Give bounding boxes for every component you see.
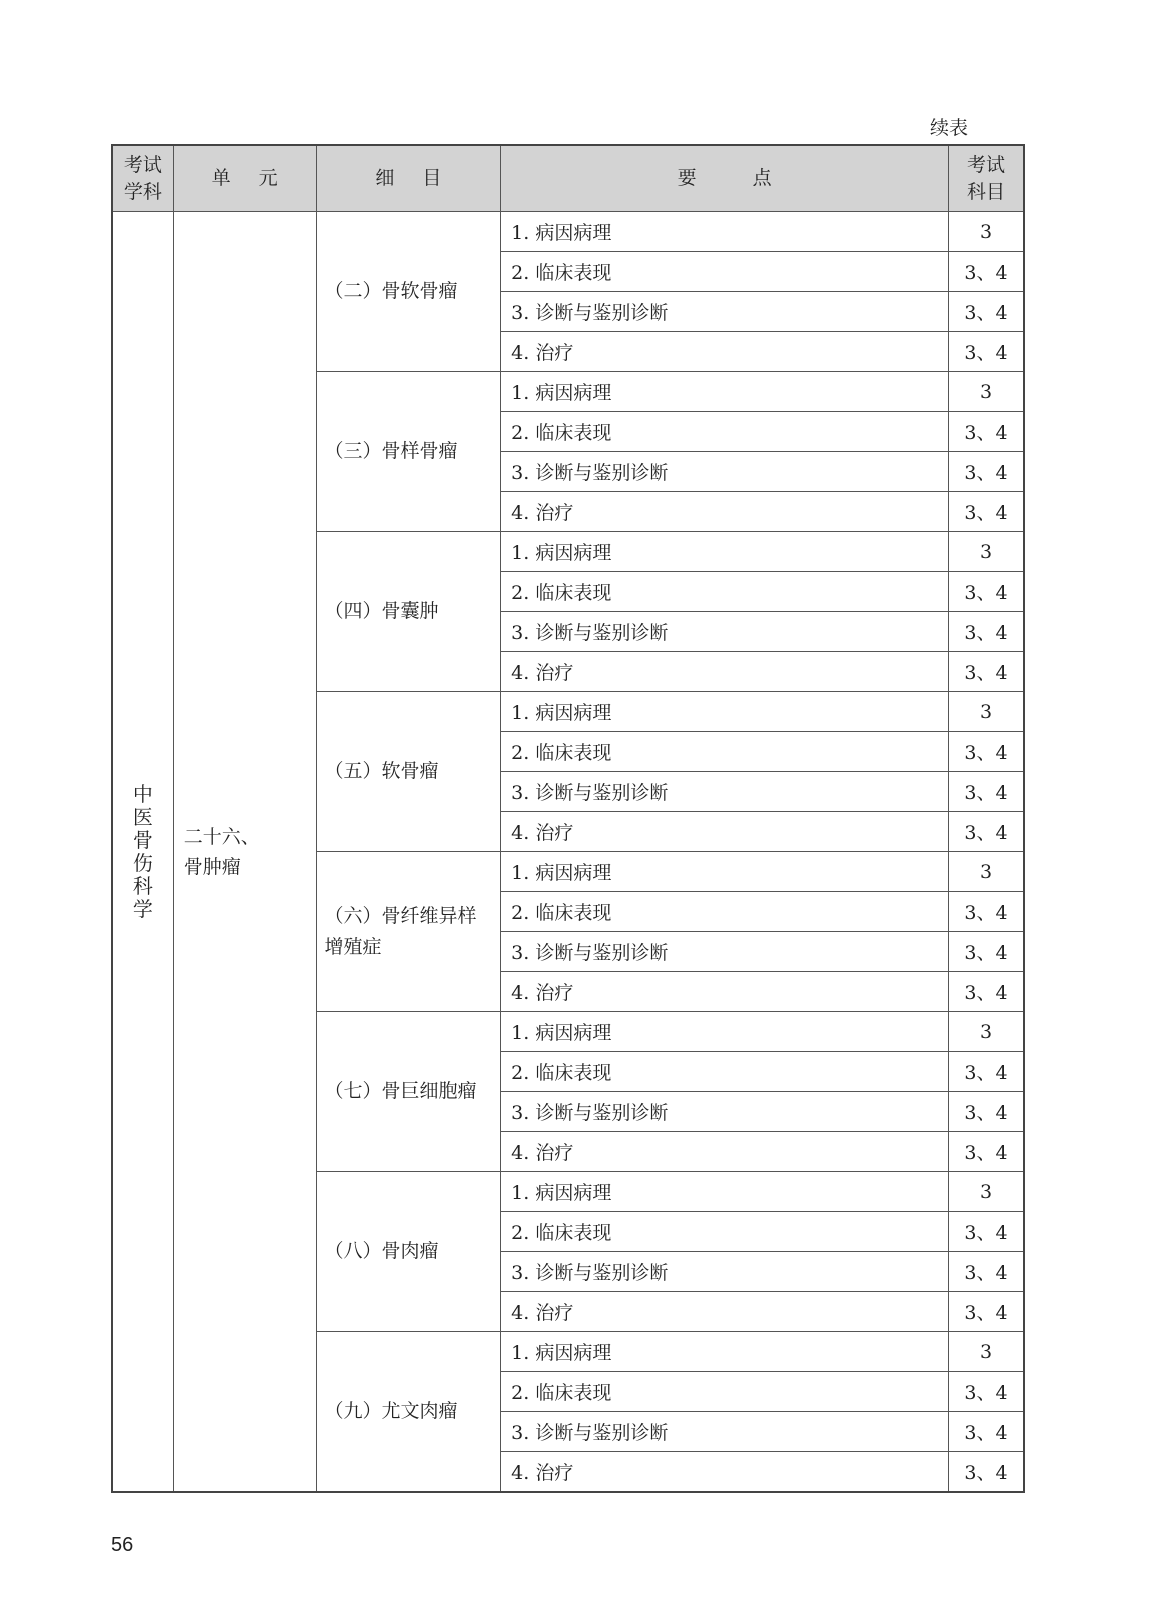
unit-title: 骨肿瘤	[183, 855, 241, 878]
point-cell: 4. 治疗	[501, 1132, 949, 1172]
continued-table-label: 续表	[930, 117, 969, 139]
point-cell: 3. 诊断与鉴别诊断	[501, 772, 949, 812]
exam-subject-cell: 3、4	[948, 572, 1024, 612]
point-cell: 2. 临床表现	[501, 892, 949, 932]
point-cell: 1. 病因病理	[501, 532, 949, 572]
point-cell: 2. 临床表现	[501, 572, 949, 612]
point-cell: 2. 临床表现	[501, 252, 949, 292]
exam-subject-cell: 3、4	[948, 1372, 1024, 1412]
exam-subject-cell: 3、4	[948, 1092, 1024, 1132]
page-number: 56	[111, 1534, 134, 1556]
subject-text: 中医骨伤科学	[132, 781, 153, 921]
exam-subject-cell: 3、4	[948, 612, 1024, 652]
exam-subject-cell: 3、4	[948, 1132, 1024, 1172]
exam-subject-cell: 3、4	[948, 252, 1024, 292]
header-point: 要点	[501, 145, 949, 212]
point-cell: 3. 诊断与鉴别诊断	[501, 612, 949, 652]
point-cell: 4. 治疗	[501, 332, 949, 372]
point-cell: 2. 临床表现	[501, 1212, 949, 1252]
point-cell: 1. 病因病理	[501, 212, 949, 252]
exam-subject-cell: 3、4	[948, 452, 1024, 492]
point-cell: 4. 治疗	[501, 652, 949, 692]
exam-subject-cell: 3、4	[948, 1452, 1024, 1493]
point-cell: 4. 治疗	[501, 1292, 949, 1332]
exam-subject-cell: 3	[948, 1012, 1024, 1052]
exam-subject-cell: 3、4	[948, 812, 1024, 852]
table-header-row	[112, 145, 1024, 212]
exam-subject-cell: 3	[948, 692, 1024, 732]
header-exam-subject: 考试科目	[948, 145, 1024, 212]
exam-subject-cell: 3	[948, 1172, 1024, 1212]
table-body	[112, 212, 1024, 1493]
point-cell: 1. 病因病理	[501, 692, 949, 732]
exam-subject-cell: 3、4	[948, 1052, 1024, 1092]
header-unit: 单元	[173, 145, 316, 212]
exam-subject-cell: 3、4	[948, 492, 1024, 532]
point-cell: 3. 诊断与鉴别诊断	[501, 1412, 949, 1452]
detail-cell: （三）骨样骨瘤	[316, 372, 501, 532]
point-cell: 1. 病因病理	[501, 372, 949, 412]
exam-subject-cell: 3、4	[948, 1412, 1024, 1452]
detail-cell: （九）尤文肉瘤	[316, 1332, 501, 1493]
point-cell: 1. 病因病理	[501, 1172, 949, 1212]
exam-subject-cell: 3、4	[948, 1252, 1024, 1292]
detail-cell: （五）软骨瘤	[316, 692, 501, 852]
point-cell: 4. 治疗	[501, 972, 949, 1012]
unit-cell	[173, 212, 316, 1493]
subject-cell	[112, 212, 173, 1493]
unit-number: 二十六、	[183, 825, 260, 848]
point-cell: 1. 病因病理	[501, 1332, 949, 1372]
exam-subject-cell: 3、4	[948, 332, 1024, 372]
detail-cell: （二）骨软骨瘤	[316, 212, 501, 372]
table-row	[112, 212, 1024, 252]
point-cell: 2. 临床表现	[501, 732, 949, 772]
exam-subject-cell: 3	[948, 372, 1024, 412]
point-cell: 1. 病因病理	[501, 852, 949, 892]
exam-subject-cell: 3、4	[948, 292, 1024, 332]
point-cell: 4. 治疗	[501, 812, 949, 852]
point-cell: 2. 临床表现	[501, 412, 949, 452]
point-cell: 3. 诊断与鉴别诊断	[501, 452, 949, 492]
point-cell: 4. 治疗	[501, 1452, 949, 1493]
header-subject: 考试学科	[112, 145, 173, 212]
point-cell: 3. 诊断与鉴别诊断	[501, 1252, 949, 1292]
point-cell: 3. 诊断与鉴别诊断	[501, 292, 949, 332]
point-cell: 2. 临床表现	[501, 1052, 949, 1092]
exam-subject-cell: 3	[948, 852, 1024, 892]
exam-subject-cell: 3、4	[948, 1292, 1024, 1332]
exam-subject-cell: 3	[948, 532, 1024, 572]
point-cell: 4. 治疗	[501, 492, 949, 532]
point-cell: 3. 诊断与鉴别诊断	[501, 1092, 949, 1132]
exam-subject-cell: 3、4	[948, 892, 1024, 932]
header-detail: 细目	[316, 145, 501, 212]
detail-cell: （八）骨肉瘤	[316, 1172, 501, 1332]
point-cell: 2. 临床表现	[501, 1372, 949, 1412]
point-cell: 3. 诊断与鉴别诊断	[501, 932, 949, 972]
exam-subject-cell: 3	[948, 212, 1024, 252]
detail-cell: （四）骨囊肿	[316, 532, 501, 692]
exam-subject-cell: 3、4	[948, 652, 1024, 692]
exam-subject-cell: 3、4	[948, 972, 1024, 1012]
point-cell: 1. 病因病理	[501, 1012, 949, 1052]
detail-cell: （六）骨纤维异样增殖症	[316, 852, 501, 1012]
exam-subject-cell: 3、4	[948, 772, 1024, 812]
detail-cell: （七）骨巨细胞瘤	[316, 1012, 501, 1172]
exam-subject-cell: 3、4	[948, 932, 1024, 972]
exam-subject-cell: 3	[948, 1332, 1024, 1372]
exam-syllabus-table	[111, 144, 1025, 1493]
exam-subject-cell: 3、4	[948, 1212, 1024, 1252]
exam-subject-cell: 3、4	[948, 412, 1024, 452]
exam-subject-cell: 3、4	[948, 732, 1024, 772]
